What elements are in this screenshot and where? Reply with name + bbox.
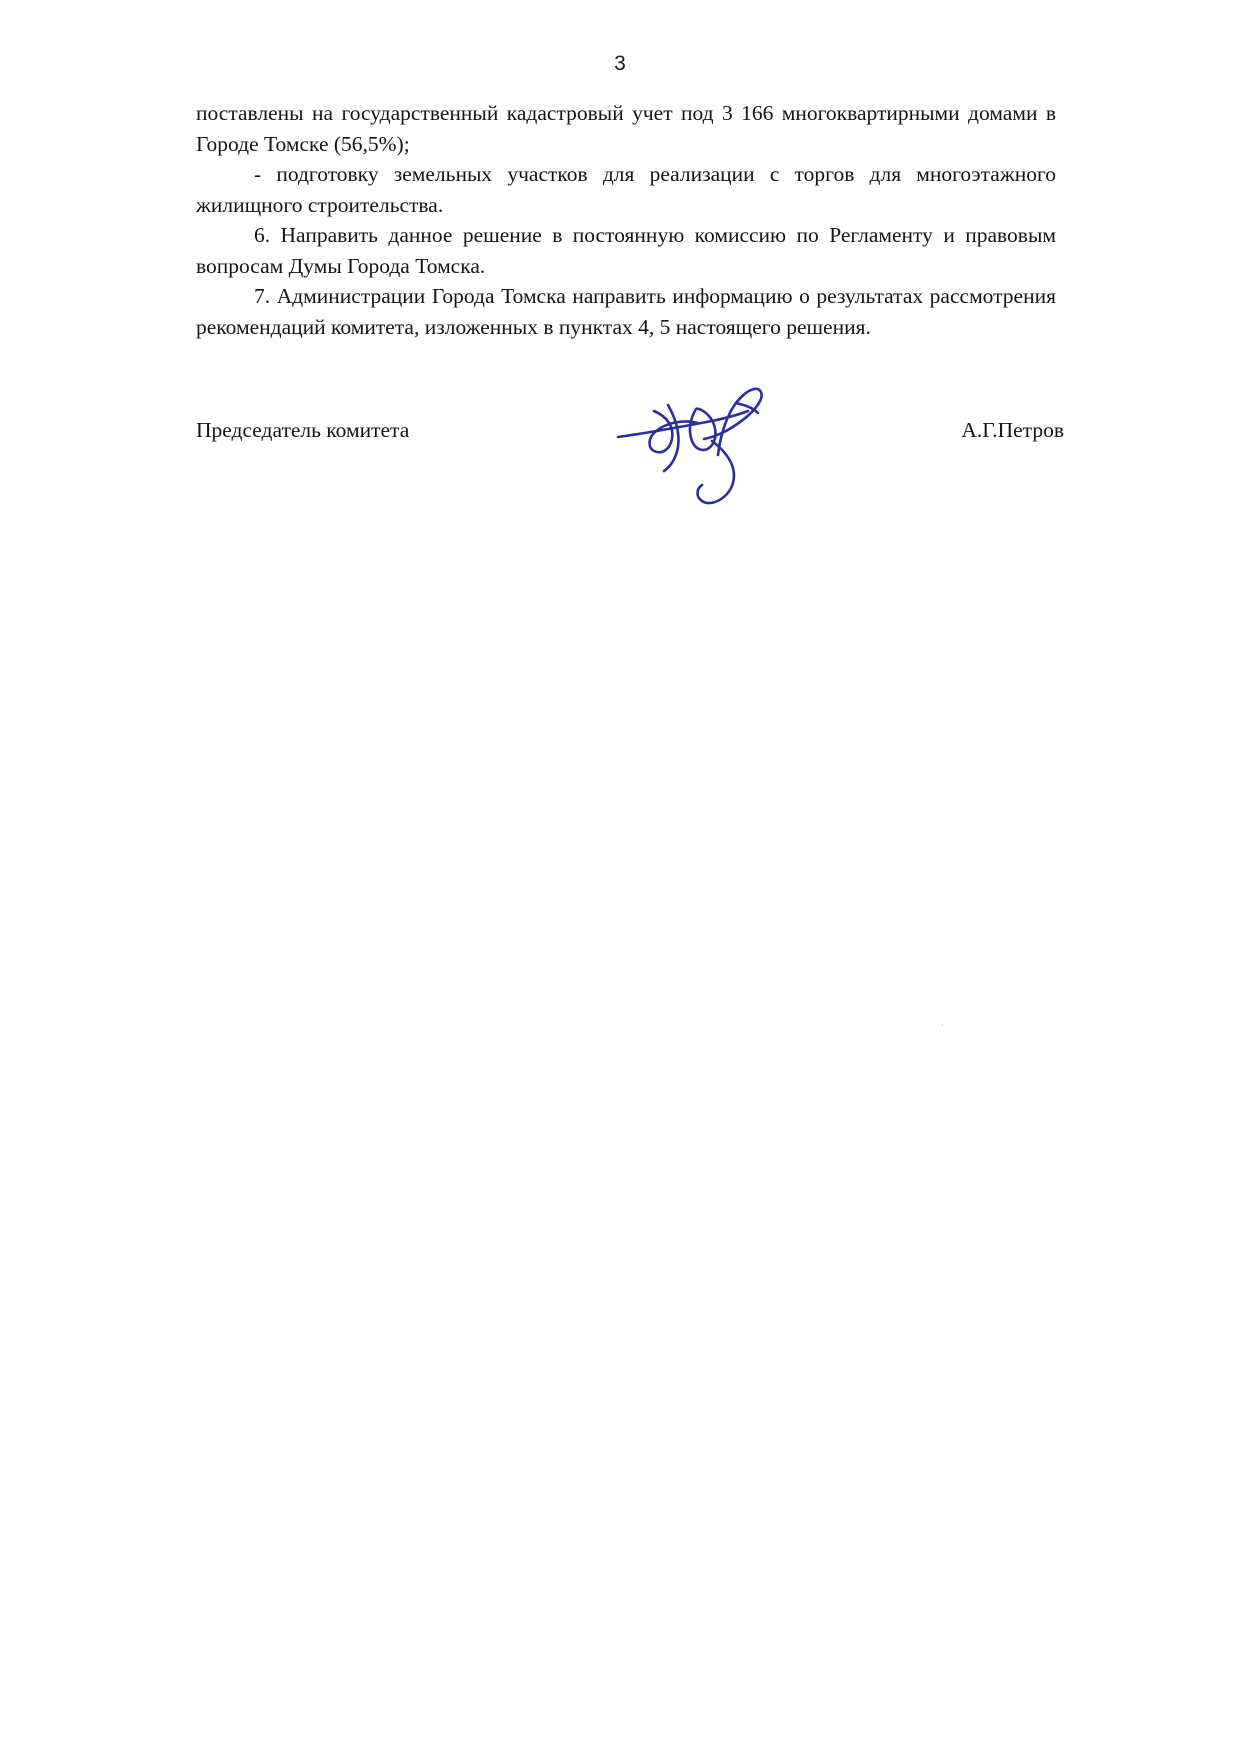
paragraph-1: поставлены на государственный кадастровый учет под 3 166 многоквартирными домами в Городе Томске (56,5%); xyxy=(196,101,1056,156)
page-number: 3 xyxy=(614,52,626,75)
signature-block xyxy=(196,418,1064,458)
signatory-name: А.Г.Петров xyxy=(961,418,1064,442)
signatory-role: Председатель комитета xyxy=(196,418,410,442)
document-body xyxy=(196,98,1056,342)
paragraph-2: - подготовку земельных участков для реализации с торгов для многоэтажного жилищного строительства. xyxy=(196,162,1056,217)
paragraph-3: 6. Направить данное решение в постоянную комиссию по Регламенту и правовым вопросам Думы Города Томска. xyxy=(196,223,1056,278)
paragraph-4: 7. Администрации Города Томска направить информацию о результатах рассмотрения рекомендаций комитета, изложенных в пунктах 4, 5 настоящего решения. xyxy=(196,284,1056,339)
faint-mark: · xyxy=(940,1019,945,1034)
